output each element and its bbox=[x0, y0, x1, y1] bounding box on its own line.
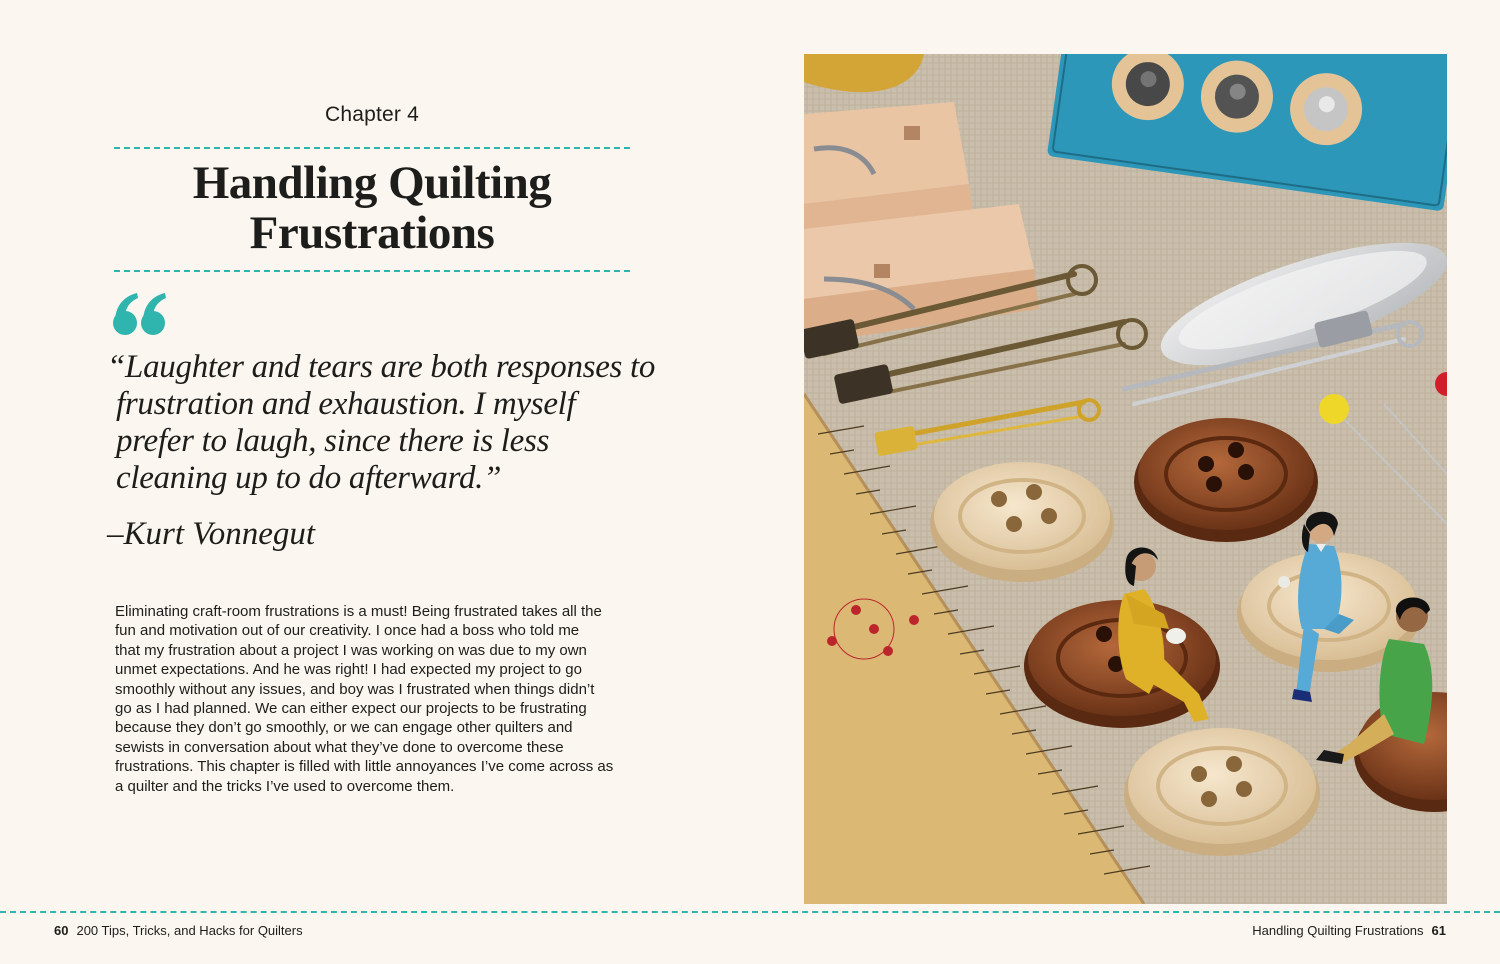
quote-line: frustration and exhaustion. I myself bbox=[116, 386, 576, 422]
chapter-title-line: Frustrations bbox=[249, 207, 495, 259]
paragraph-line: frustrations. This chapter is filled with little annoyances I’ve come across as bbox=[115, 758, 614, 776]
paragraph-line: a quilter and the tricks I’ve used to overcome them. bbox=[115, 777, 455, 795]
left-folio bbox=[54, 923, 303, 938]
sewing-notions-photo bbox=[804, 54, 1447, 904]
paragraph-line: because they don’t go smoothly, or we can engage other quilters and bbox=[115, 719, 573, 737]
paragraph-line: that my frustration about a project I was working on was due to my own bbox=[115, 641, 587, 659]
quote-line: “Laughter and tears are both responses to bbox=[107, 349, 656, 385]
right-folio bbox=[1252, 923, 1446, 938]
title-top-rule bbox=[114, 147, 630, 149]
right-page-number: 61 bbox=[1431, 923, 1446, 938]
quote-author: –Kurt Vonnegut bbox=[107, 516, 316, 552]
left-page-number: 60 bbox=[54, 923, 69, 938]
paragraph-line: fun and motivation out of our creativity. I once had a boss who told me bbox=[115, 622, 580, 640]
intro-paragraph bbox=[115, 602, 655, 796]
chapter-title bbox=[114, 158, 630, 258]
paragraph-line: sewists in conversation about what they’ve done to overcome these bbox=[115, 738, 564, 756]
title-bottom-rule bbox=[114, 270, 630, 272]
chapter-photo bbox=[804, 54, 1447, 904]
paragraph-line: Eliminating craft-room frustrations is a must! Being frustrated takes all the bbox=[115, 603, 602, 620]
left-running-title: 200 Tips, Tricks, and Hacks for Quilters bbox=[76, 923, 303, 938]
quote-line: prefer to laugh, since there is less bbox=[116, 423, 550, 459]
chapter-title-line: Handling Quilting bbox=[192, 157, 552, 209]
paragraph-line: unmet expectations. And he was right! I had expected my project to go bbox=[115, 661, 582, 679]
epigraph-quote bbox=[107, 349, 707, 497]
quotation-mark-icon bbox=[112, 292, 172, 336]
paragraph-line: smoothly without any issues, and boy was I frustrated when things didn’t bbox=[115, 680, 595, 698]
quote-line: cleaning up to do afterward.” bbox=[116, 460, 502, 496]
chapter-label: Chapter 4 bbox=[324, 103, 420, 126]
right-running-title: Handling Quilting Frustrations bbox=[1252, 923, 1424, 938]
footer-rule bbox=[0, 911, 1500, 913]
paragraph-line: go as I had planned. We can either expect our projects to be frustrating bbox=[115, 700, 587, 718]
